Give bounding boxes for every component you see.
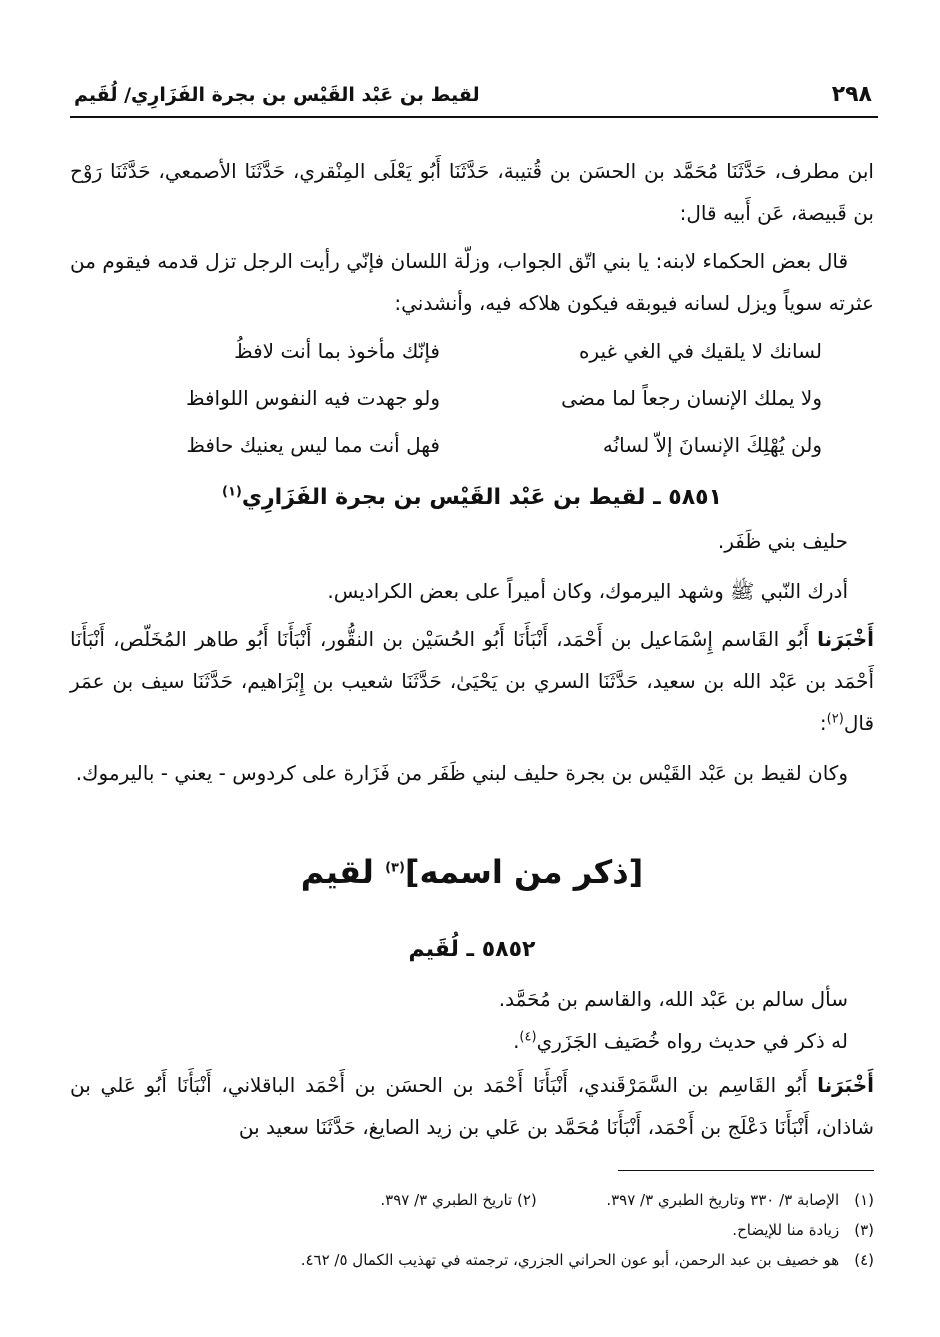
page-number: ٢٩٨ (831, 82, 872, 107)
paragraph-wisdom: قال بعض الحكماء لابنه: يا بني اتّق الجواب، وزلّة اللسان فإنّي رأيت الرجل تزل قدمه فيقوم من عثرته سوياً ويزل لسانه فيوبقه فيكون هلاكه فيه، وأنشدني: (70, 249, 874, 315)
paragraph-ally: حليف بني ظَفَر. (717, 529, 848, 553)
paragraph-isnad-3 (70, 1064, 874, 1148)
verse-2-first-hemistich: ولا يملك الإنسان رجعاً لما مضى (561, 386, 822, 410)
footnote-2-text: تاريخ الطبري ٣/ ٣٩٧. (380, 1191, 513, 1209)
paragraph-asked: سأل سالم بن عَبْد الله، والقاسم بن مُحَمَّد. (498, 987, 848, 1011)
footnote-2-number: (٢) (516, 1191, 537, 1209)
paragraph-isnad-2-end: : (819, 711, 827, 735)
akhbarana-lead-2: أَخْبَرَنا (817, 1073, 874, 1097)
running-head (70, 80, 878, 118)
akhbarana-lead: أَخْبَرَنا (817, 627, 875, 651)
footnote-ref-1: (١) (221, 484, 242, 500)
paragraph-mention (70, 1020, 874, 1062)
section-title-name: لقيم (300, 853, 374, 891)
paragraph-isnad-2-text: أَبُو القَاسم إِسْمَاعيل بن أَحْمَد، أَنْبَأَنَا أَبُو الحُسَيْن بن النقُّور، أَنْبَأَنَا أَبُو طاهر المُخَلّص، أَنْبَأَنَا أَحْمَد بن عَبْد الله بن سعيد، حَدَّثَنَا السري بن يَحْيَىٰ، حَدَّثَنَا شعيب بن إِبْرَاهيم، حَدَّثَنَا سيف بن عمَر قال (70, 627, 874, 735)
paragraph-isnad-1: ابن مطرف، حَدَّثَنَا مُحَمَّد بن الحسَن بن قُتيبة، حَدَّثَنَا أَبُو يَعْلَى المِنْقري، حَدَّثَنَا الأصمعي، حَدَّثَنَا رَوْح بن قَبيصة، عَن أَبيه قال: (70, 159, 874, 225)
verse-line-2 (110, 378, 822, 418)
verse-1-first-hemistich: لسانك لا يلقيك في الغي غيره (578, 339, 822, 363)
verse-line-3 (110, 425, 822, 465)
footnote-line-1-2 (70, 1186, 874, 1214)
footnote-ref-3: (٣) (385, 860, 405, 876)
footnote-ref-4: (٤) (519, 1029, 537, 1045)
paragraph-isnad-2 (70, 618, 874, 744)
footnote-1-number: (١) (854, 1191, 874, 1209)
footnote-separator (618, 1170, 874, 1171)
footnote-line-3 (70, 1216, 874, 1244)
entry-heading-5852: ٥٨٥٢ ـ لُقَيم (408, 937, 536, 962)
footnote-line-4 (70, 1246, 874, 1274)
running-head-title: لقيط بن عَبْد القَيْس بن بجرة الفَزَارِي/ لُقَيم (74, 84, 480, 106)
paragraph-yarmouk: أدرك النّبي ﷺ وشهد اليرموك، وكان أميراً على بعض الكراديس. (327, 579, 848, 603)
entry-heading-5851-text: ٥٨٥١ ـ لقيط بن عَبْد القَيْس بن بجرة الفَزَارِي (241, 485, 723, 510)
verse-2-second-hemistich: ولو جهدت فيه النفوس اللوافظ (186, 386, 440, 410)
paragraph-kurdus: وكان لقيط بن عَبْد القَيْس بن بجرة حليف لبني ظَفَر من فَزَارة على كردوس - يعني - باليرموك. (75, 761, 848, 785)
verse-1-second-hemistich: فإنّك مأخوذ بما أنت لافظُ (234, 339, 440, 363)
section-title-bracket: [ذكر من اسمه] (404, 853, 644, 891)
verse-3-first-hemistich: ولن يُهْلِكَ الإنسانَ إلاّ لسانُه (602, 433, 822, 457)
footnote-1-text: الإصابة ٣/ ٣٣٠ وتاريخ الطبري ٣/ ٣٩٧. (606, 1191, 840, 1209)
footnote-ref-2: (٢) (826, 711, 844, 727)
footnote-4-number: (٤) (854, 1251, 874, 1269)
footnote-3-text: زيادة منا للإيضاح. (732, 1221, 840, 1239)
footnote-4-text: هو خصيف بن عبد الرحمن، أبو عون الحراني الجزري، ترجمته في تهذيب الكمال ٥/ ٤٦٢. (300, 1251, 840, 1269)
paragraph-mention-end: . (513, 1029, 520, 1053)
section-title (70, 842, 874, 902)
paragraph-mention-text: له ذكر في حديث رواه خُصَيف الجَزَري (536, 1029, 848, 1053)
entry-heading-5851 (70, 478, 874, 518)
paragraph-isnad-3-text: أَبُو القَاسِم بن السَّمَرْقَندي، أَنْبَأَنَا أَحْمَد بن الحسَن بن أَحْمَد الباقلاني، أَنْبَأَنَا أَبُو عَلي بن شاذان، أَنْبَأَنَا دَعْلَج بن أَحْمَد، أَنْبَأَنَا مُحَمَّد بن عَلي بن زيد الصايغ، حَدَّثَنَا سعيد بن (70, 1073, 874, 1139)
verse-line-1 (110, 331, 822, 371)
verse-3-second-hemistich: فهل أنت مما ليس يعنيك حافظ (186, 433, 440, 457)
footnote-3-number: (٣) (854, 1221, 874, 1239)
